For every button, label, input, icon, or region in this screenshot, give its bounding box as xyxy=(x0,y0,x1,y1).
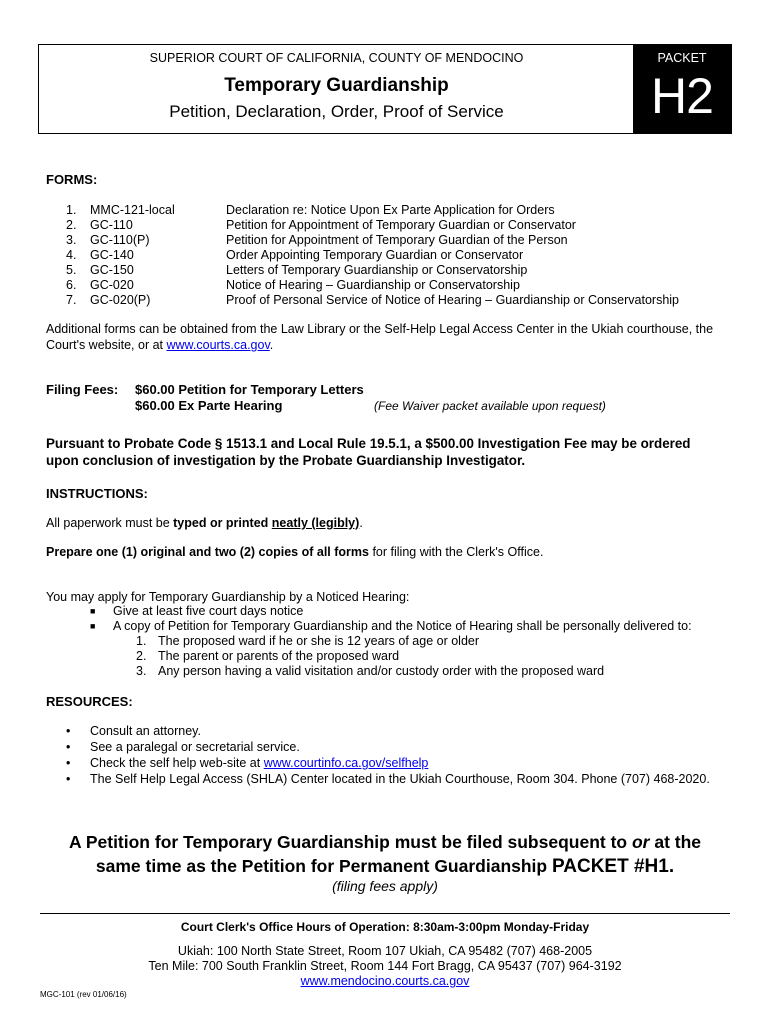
instruction-copies xyxy=(46,545,543,559)
bullet-dot-icon: • xyxy=(66,772,71,786)
delivery-item-number: 2. xyxy=(136,649,147,663)
form-item xyxy=(66,263,527,278)
additional-forms-text: Court's website, or at xyxy=(46,338,167,352)
footer-link-row xyxy=(0,974,770,988)
delivery-item-number: 1. xyxy=(136,634,147,648)
resource-paralegal: See a paralegal or secretarial service. xyxy=(90,740,300,754)
resource-selfhelp xyxy=(90,756,428,770)
form-number: 4. xyxy=(66,248,77,262)
additional-forms-line2 xyxy=(46,338,273,352)
form-description: Petition for Appointment of Temporary Guardian or Conservator xyxy=(226,218,576,232)
form-description: Proof of Personal Service of Notice of Hearing – Guardianship or Conservatorship xyxy=(226,293,680,307)
notice-line1-end: at the xyxy=(649,832,702,852)
form-description: Order Appointing Temporary Guardian or Conservator xyxy=(226,248,524,262)
page-subtitle: Petition, Declaration, Order, Proof of Service xyxy=(169,102,504,121)
form-code: GC-140 xyxy=(90,248,134,262)
bullet-dot-icon: • xyxy=(66,724,71,738)
form-item xyxy=(66,293,679,308)
packet-label: PACKET xyxy=(657,51,707,65)
form-number: 3. xyxy=(66,233,77,247)
form-code: GC-020 xyxy=(90,278,134,292)
form-code: GC-150 xyxy=(90,263,134,277)
probate-line2: upon conclusion of investigation by the Probate Guardianship Investigator. xyxy=(46,453,526,468)
forms-heading: FORMS: xyxy=(46,172,98,187)
form-number: 6. xyxy=(66,278,77,292)
form-item xyxy=(66,218,576,233)
fee-waiver-note: (Fee Waiver packet available upon request) xyxy=(374,399,606,413)
delivery-item: The parent or parents of the proposed ward xyxy=(158,649,400,663)
bullet-personal-delivery: A copy of Petition for Temporary Guardianship and the Notice of Hearing shall be personally delivered to: xyxy=(113,619,692,633)
form-item xyxy=(66,203,555,218)
form-number: 5. xyxy=(66,263,77,277)
delivery-item-number: 3. xyxy=(136,664,147,678)
bullet-dot-icon: • xyxy=(66,756,71,770)
form-item xyxy=(66,278,520,293)
resource-selfhelp-text: Check the self help web-site at xyxy=(90,756,264,770)
fee-ex-parte: $60.00 Ex Parte Hearing xyxy=(135,398,283,413)
fee-petition: $60.00 Petition for Temporary Letters xyxy=(135,382,364,397)
form-number: 7. xyxy=(66,293,77,307)
instruction-typed xyxy=(46,516,363,530)
court-name: SUPERIOR COURT OF CALIFORNIA, COUNTY OF MENDOCINO xyxy=(149,51,524,65)
additional-forms-line1: Additional forms can be obtained from the Law Library or the Self-Help Legal Access Center in the Ukiah courthouse, the xyxy=(46,322,714,336)
form-description: Letters of Temporary Guardianship or Conservatorship xyxy=(226,263,528,277)
delivery-item: The proposed ward if he or she is 12 years of age or older xyxy=(158,634,480,648)
tenmile-address: Ten Mile: 700 South Franklin Street, Room 144 Fort Bragg, CA 95437 (707) 964-3192 xyxy=(148,959,622,973)
delivery-item: Any person having a valid visitation and/or custody order with the proposed ward xyxy=(158,664,605,678)
clerk-hours: Court Clerk's Office Hours of Operation: 8:30am-3:00pm Monday-Friday xyxy=(180,920,590,934)
instruction-copies-bold: Prepare one (1) original and two (2) copies of all forms xyxy=(46,545,369,559)
mendocino-courts-link[interactable]: www.mendocino.courts.ca.gov xyxy=(300,974,470,988)
form-code: GC-020(P) xyxy=(90,293,151,307)
ukiah-address: Ukiah: 100 North State Street, Room 107 Ukiah, CA 95482 (707) 468-2005 xyxy=(177,944,593,958)
header-box xyxy=(38,44,732,134)
instruction-typed-bold: typed or printed xyxy=(173,516,269,530)
square-bullet-icon: ■ xyxy=(90,621,96,631)
notice-line2 xyxy=(0,856,770,878)
resource-attorney: Consult an attorney. xyxy=(90,724,201,738)
square-bullet-icon: ■ xyxy=(90,606,96,616)
selfhelp-link[interactable]: www.courtinfo.ca.gov/selfhelp xyxy=(263,756,429,770)
resource-shla: The Self Help Legal Access (SHLA) Center located in the Ukiah Courthouse, Room 304. Phone (707) 468-2020. xyxy=(90,772,710,786)
bullet-court-days: Give at least five court days notice xyxy=(113,604,304,618)
form-number: 2. xyxy=(66,218,77,232)
form-id: MGC-101 (rev 01/06/16) xyxy=(40,990,127,999)
form-item xyxy=(66,248,523,263)
notice-line1 xyxy=(0,832,770,853)
resources-heading: RESOURCES: xyxy=(46,694,133,709)
form-number: 1. xyxy=(66,203,77,217)
instruction-typed-text: All paperwork must be xyxy=(46,516,174,530)
bullet-dot-icon: • xyxy=(66,740,71,754)
filing-fees-label: Filing Fees: xyxy=(46,382,119,397)
instruction-period: . xyxy=(359,516,363,530)
packet-code: H2 xyxy=(651,68,713,124)
notice-line1-text: A Petition for Temporary Guardianship must be filed subsequent to xyxy=(68,832,632,852)
instructions-heading: INSTRUCTIONS: xyxy=(46,486,148,501)
courts-link[interactable]: www.courts.ca.gov xyxy=(166,338,270,352)
notice-line2-text: same time as the Petition for Permanent Guardianship xyxy=(95,856,552,876)
form-code: MMC-121-local xyxy=(90,203,175,217)
instruction-neatly: neatly (legibly) xyxy=(271,516,360,530)
footer-divider xyxy=(40,913,730,914)
form-description: Petition for Appointment of Temporary Guardian of the Person xyxy=(226,233,568,247)
filing-fees-apply: (filing fees apply) xyxy=(332,878,438,894)
form-code: GC-110 xyxy=(90,218,133,232)
additional-forms-period: . xyxy=(269,338,274,352)
notice-or: or xyxy=(631,832,650,852)
packet-badge xyxy=(633,45,731,133)
form-code: GC-110(P) xyxy=(90,233,150,247)
probate-line1: Pursuant to Probate Code § 1513.1 and Local Rule 19.5.1, a $500.00 Investigation Fee may be ordered xyxy=(46,436,691,451)
noticed-hearing-intro: You may apply for Temporary Guardianship by a Noticed Hearing: xyxy=(46,590,410,604)
form-description: Notice of Hearing – Guardianship or Conservatorship xyxy=(226,278,520,292)
instruction-copies-text: for filing with the Clerk's Office. xyxy=(368,545,544,559)
packet-h1-ref: PACKET #H1. xyxy=(551,856,675,877)
form-item xyxy=(66,233,568,248)
form-description: Declaration re: Notice Upon Ex Parte Application for Orders xyxy=(226,203,555,217)
page-title: Temporary Guardianship xyxy=(224,75,449,96)
